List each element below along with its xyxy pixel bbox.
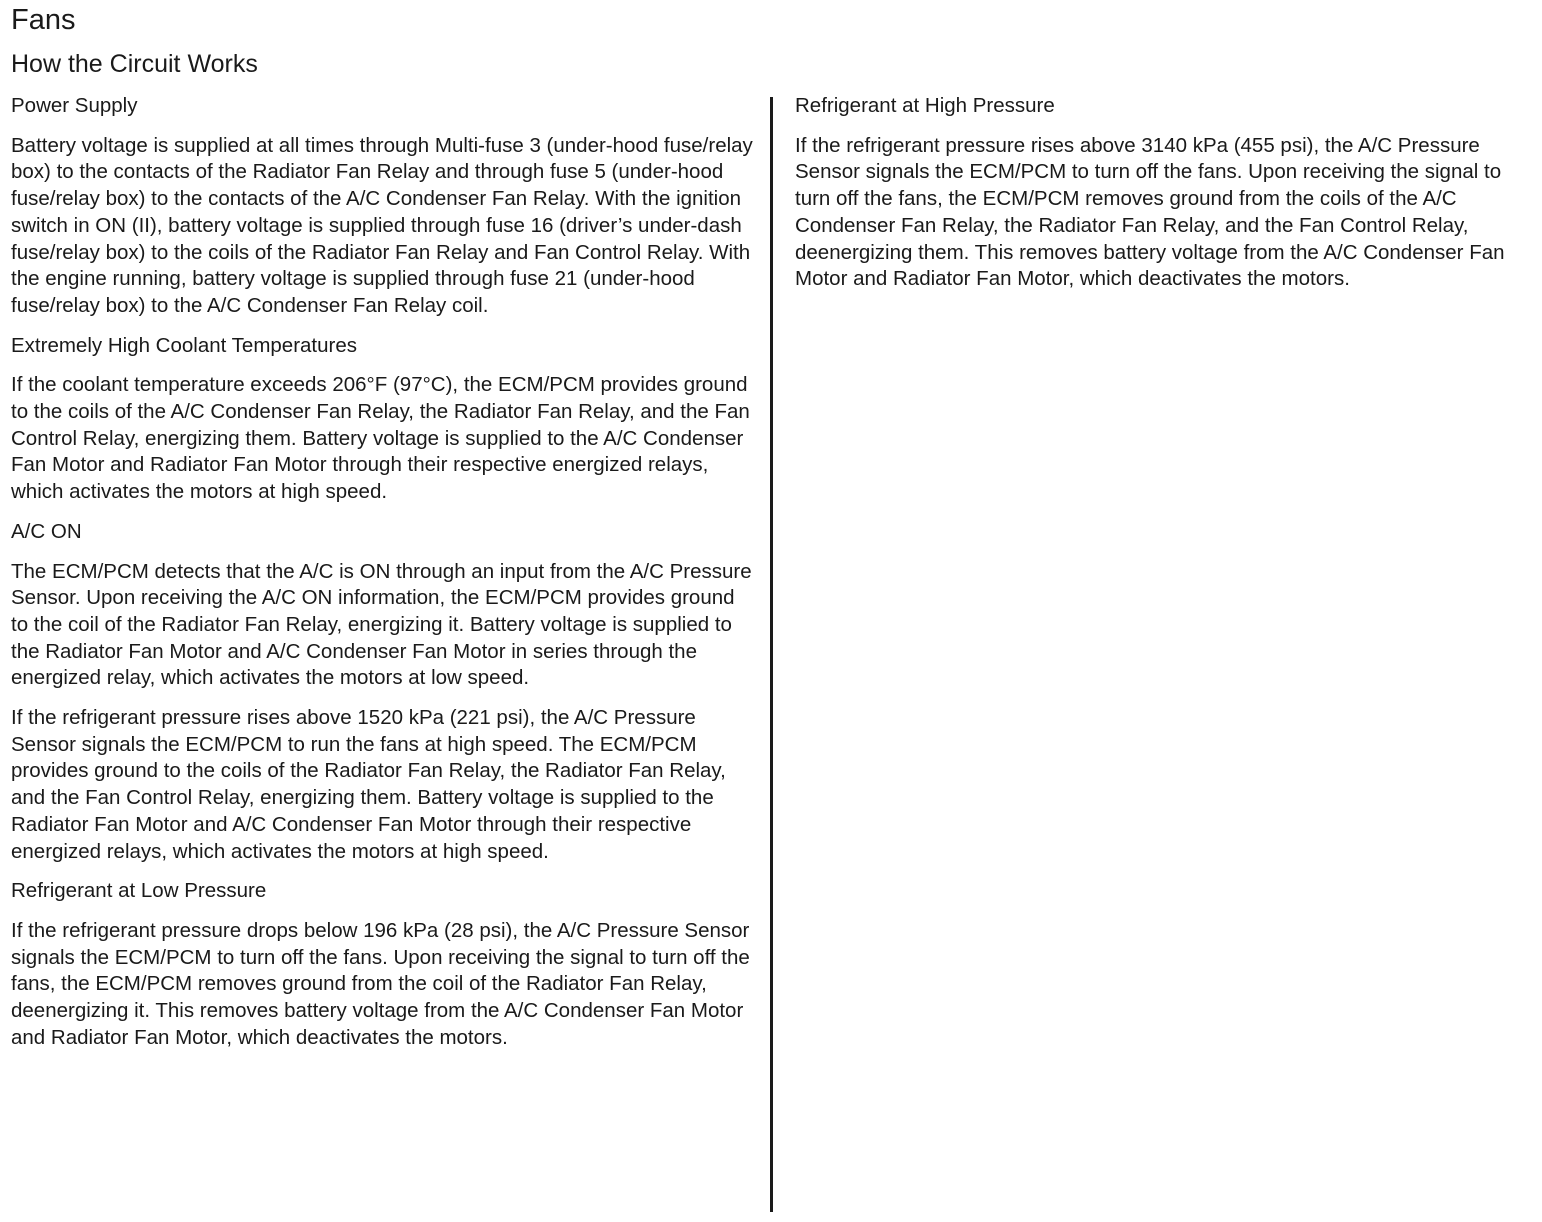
right-column [795, 93, 1535, 306]
paragraph: Battery voltage is supplied at all times through Multi-fuse 3 (under-hood fuse/relay box) to the contacts of the Radiator Fan Relay and through fuse 5 (under-hood fuse/relay box) to the contacts of the A/C Condenser Fan Relay. With the ignition switch in ON (II), battery voltage is supplied through fuse 16 (driver’s under-dash fuse/relay box) to the coils of the Radiator Fan Relay and Fan Control Relay. With the engine running, battery voltage is supplied through fuse 21 (under-hood fuse/relay box) to the A/C Condenser Fan Relay coil. [11, 133, 753, 317]
section-ac-on [11, 519, 756, 865]
paragraph: If the refrigerant pressure rises above 1520 kPa (221 psi), the A/C Pressure Sensor signals the ECM/PCM to run the fans at high speed. The ECM/PCM provides ground to the coils of the Radiator Fan Relay, the Radiator Fan Relay, and the Fan Control Relay, energizing them. Battery voltage is supplied to the Radiator Fan Motor and A/C Condenser Fan Motor through their respective energized relays, which activates the motors at high speed. [11, 706, 726, 863]
section-extremely-high-coolant-temperatures [11, 333, 756, 506]
paragraph: If the coolant temperature exceeds 206°F (97°C), the ECM/PCM provides ground to the coils of the A/C Condenser Fan Relay, the Radiator Fan Relay, and the Fan Control Relay, energizing them. Battery voltage is supplied to the A/C Condenser Fan Motor and Radiator Fan Motor through their respective energized relays, which activates the motors at high speed. [11, 373, 750, 504]
column-divider [770, 97, 773, 1212]
paragraph: If the refrigerant pressure rises above 3140 kPa (455 psi), the A/C Pressure Sensor signals the ECM/PCM to turn off the fans. Upon receiving the signal to turn off the fans, the ECM/PCM removes ground from the coils of the A/C Condenser Fan Relay, the Radiator Fan Relay, and the Fan Control Relay, deenergizing them. This removes battery voltage from the A/C Condenser Fan Motor and Radiator Fan Motor, which deactivates the motors. [795, 133, 1505, 291]
left-column [11, 93, 756, 1065]
page-title: Fans [11, 4, 76, 36]
section-heading: A/C ON [11, 519, 82, 543]
page-subtitle: How the Circuit Works [11, 50, 258, 78]
paragraph: The ECM/PCM detects that the A/C is ON through an input from the A/C Pressure Sensor. Upon receiving the A/C ON information, the ECM/PCM provides ground to the coil of the Radiator Fan Relay, energizing it. Battery voltage is supplied to the Radiator Fan Motor and A/C Condenser Fan Motor in series through the energized relay, which activates the motors at low speed. [11, 559, 752, 690]
section-heading: Power Supply [11, 94, 138, 117]
section-refrigerant-high-pressure [795, 93, 1535, 293]
section-power-supply [11, 93, 756, 320]
section-refrigerant-low-pressure [11, 878, 756, 1051]
section-heading: Refrigerant at High Pressure [795, 94, 1055, 117]
section-heading: Extremely High Coolant Temperatures [11, 333, 357, 357]
section-heading: Refrigerant at Low Pressure [11, 879, 267, 903]
paragraph: If the refrigerant pressure drops below 196 kPa (28 psi), the A/C Pressure Sensor signals the ECM/PCM to turn off the fans. Upon receiving the signal to turn off the fans, the ECM/PCM removes ground from the coil of the Radiator Fan Relay, deenergizing it. This removes battery voltage from the A/C Condenser Fan Motor and Radiator Fan Motor, which deactivates the motors. [11, 918, 750, 1049]
